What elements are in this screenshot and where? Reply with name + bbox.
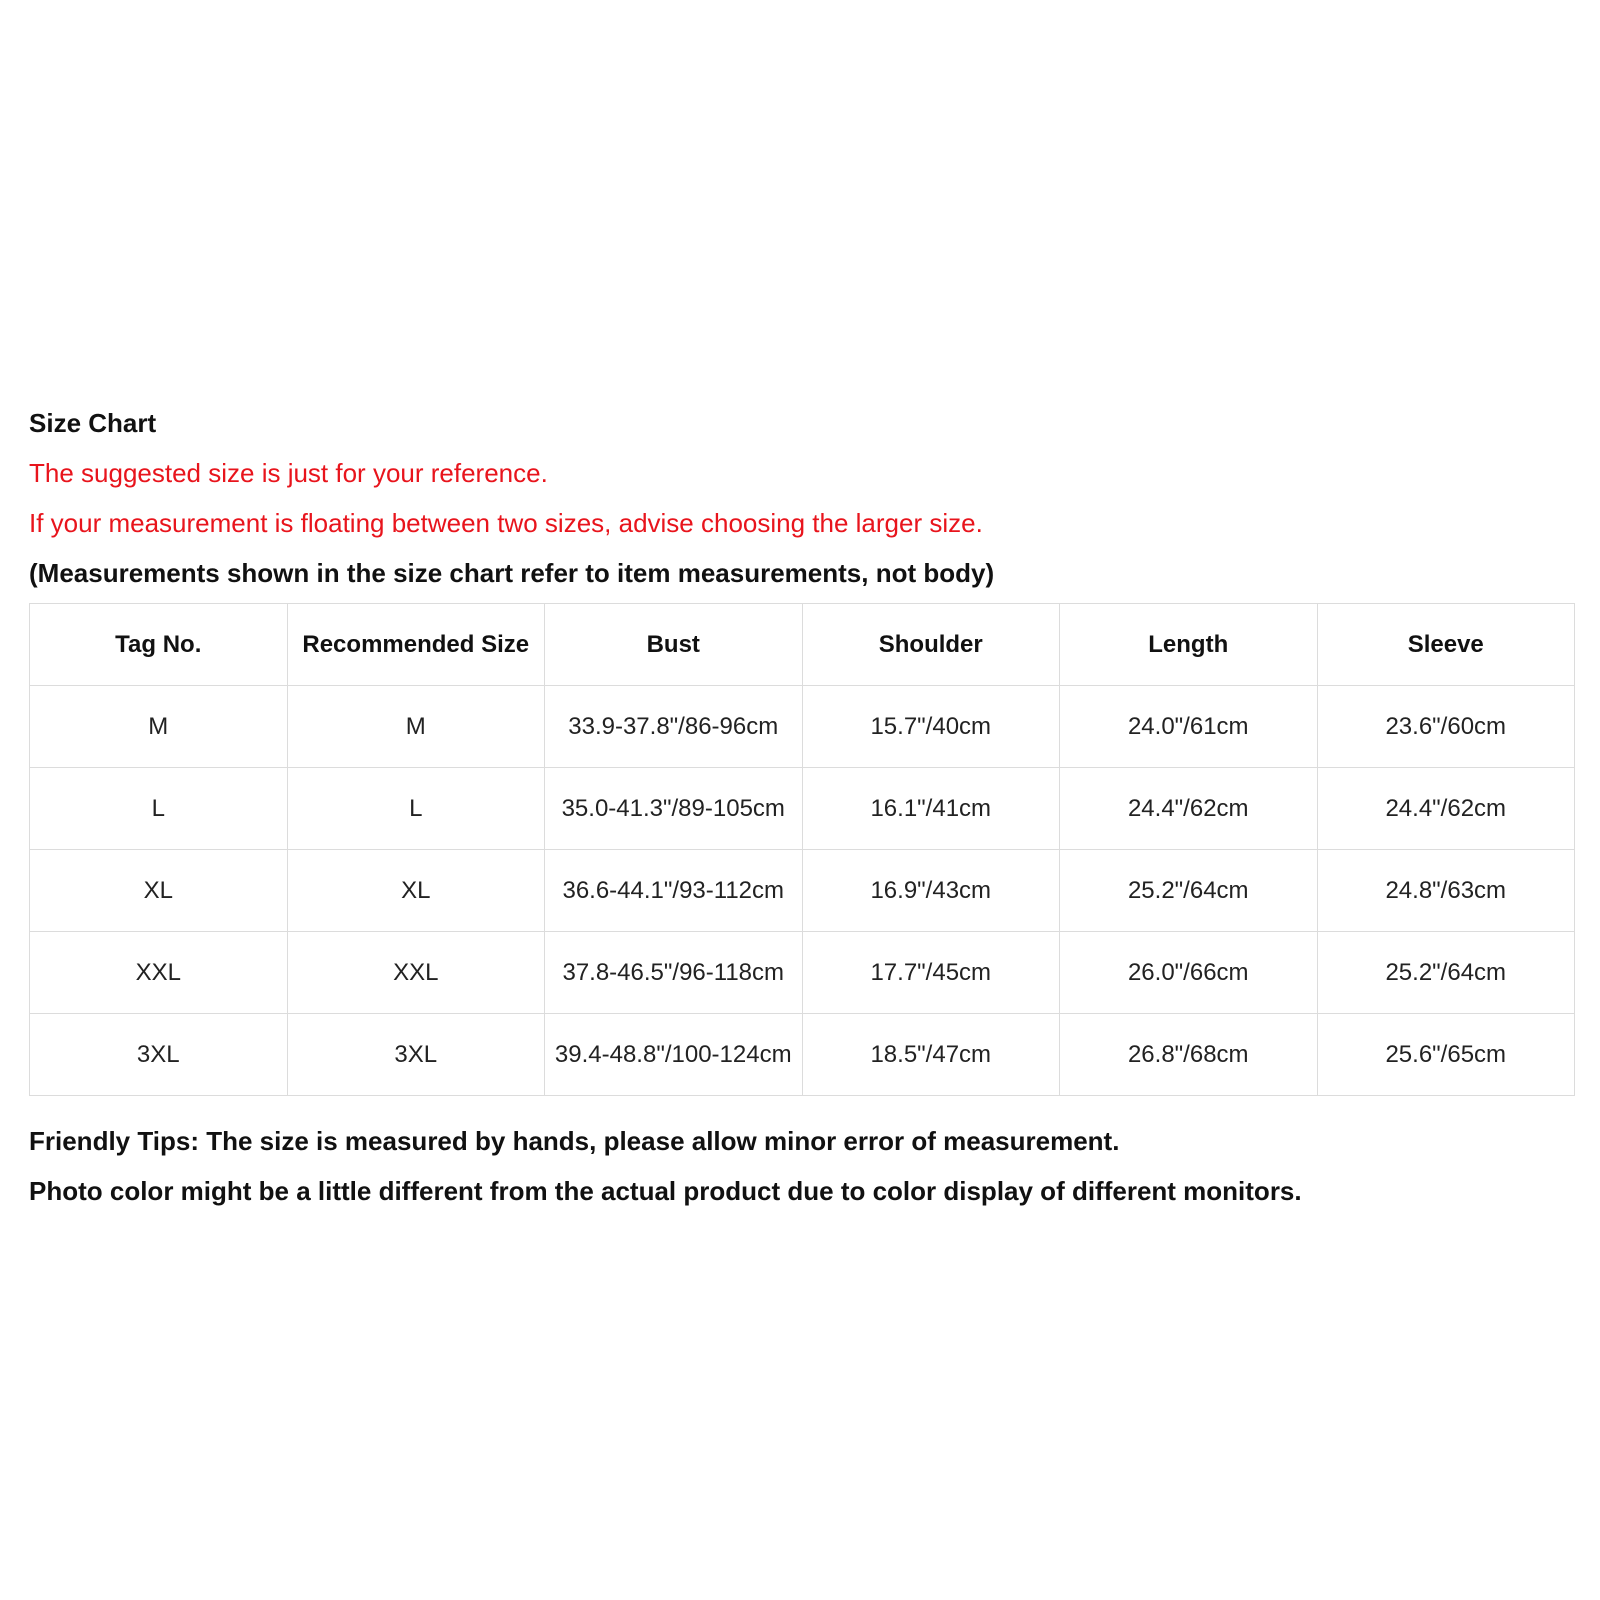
table-row <box>30 850 1575 932</box>
cell-recommended-size: 3XL <box>287 1014 545 1096</box>
cell-length: 26.8"/68cm <box>1060 1014 1318 1096</box>
cell-bust: 37.8-46.5"/96-118cm <box>545 932 803 1014</box>
size-table <box>29 603 1575 1096</box>
reference-note: The suggested size is just for your reference. <box>29 458 548 488</box>
friendly-tips: Friendly Tips: The size is measured by hands, please allow minor error of measurement. <box>29 1126 1120 1156</box>
cell-sleeve: 23.6"/60cm <box>1317 686 1575 768</box>
cell-sleeve: 24.4"/62cm <box>1317 768 1575 850</box>
cell-recommended-size: L <box>287 768 545 850</box>
cell-length: 25.2"/64cm <box>1060 850 1318 932</box>
photo-color-note: Photo color might be a little different from the actual product due to color display of different monitors. <box>29 1176 1302 1206</box>
cell-shoulder: 16.9"/43cm <box>802 850 1060 932</box>
cell-tag-no: M <box>30 686 288 768</box>
header-shoulder: Shoulder <box>802 604 1060 686</box>
cell-tag-no: XXL <box>30 932 288 1014</box>
cell-bust: 39.4-48.8"/100-124cm <box>545 1014 803 1096</box>
cell-recommended-size: XXL <box>287 932 545 1014</box>
table-row <box>30 1014 1575 1096</box>
cell-sleeve: 25.6"/65cm <box>1317 1014 1575 1096</box>
cell-bust: 35.0-41.3"/89-105cm <box>545 768 803 850</box>
header-sleeve: Sleeve <box>1317 604 1575 686</box>
cell-bust: 36.6-44.1"/93-112cm <box>545 850 803 932</box>
cell-length: 26.0"/66cm <box>1060 932 1318 1014</box>
cell-shoulder: 16.1"/41cm <box>802 768 1060 850</box>
cell-length: 24.0"/61cm <box>1060 686 1318 768</box>
table-row <box>30 686 1575 768</box>
floating-size-note: If your measurement is floating between two sizes, advise choosing the larger size. <box>29 508 983 538</box>
measurement-note: (Measurements shown in the size chart refer to item measurements, not body) <box>29 558 995 588</box>
cell-tag-no: 3XL <box>30 1014 288 1096</box>
table-header-row <box>30 604 1575 686</box>
table-row <box>30 768 1575 850</box>
header-bust: Bust <box>545 604 803 686</box>
table-row <box>30 932 1575 1014</box>
cell-shoulder: 18.5"/47cm <box>802 1014 1060 1096</box>
size-chart-title: Size Chart <box>29 408 157 438</box>
size-chart-section <box>29 398 1575 1216</box>
cell-tag-no: XL <box>30 850 288 932</box>
cell-bust: 33.9-37.8"/86-96cm <box>545 686 803 768</box>
cell-shoulder: 15.7"/40cm <box>802 686 1060 768</box>
cell-length: 24.4"/62cm <box>1060 768 1318 850</box>
tips-section <box>29 1116 1575 1216</box>
cell-sleeve: 25.2"/64cm <box>1317 932 1575 1014</box>
cell-recommended-size: M <box>287 686 545 768</box>
cell-sleeve: 24.8"/63cm <box>1317 850 1575 932</box>
cell-tag-no: L <box>30 768 288 850</box>
cell-recommended-size: XL <box>287 850 545 932</box>
header-recommended-size: Recommended Size <box>287 604 545 686</box>
header-length: Length <box>1060 604 1318 686</box>
header-tag-no: Tag No. <box>30 604 288 686</box>
cell-shoulder: 17.7"/45cm <box>802 932 1060 1014</box>
